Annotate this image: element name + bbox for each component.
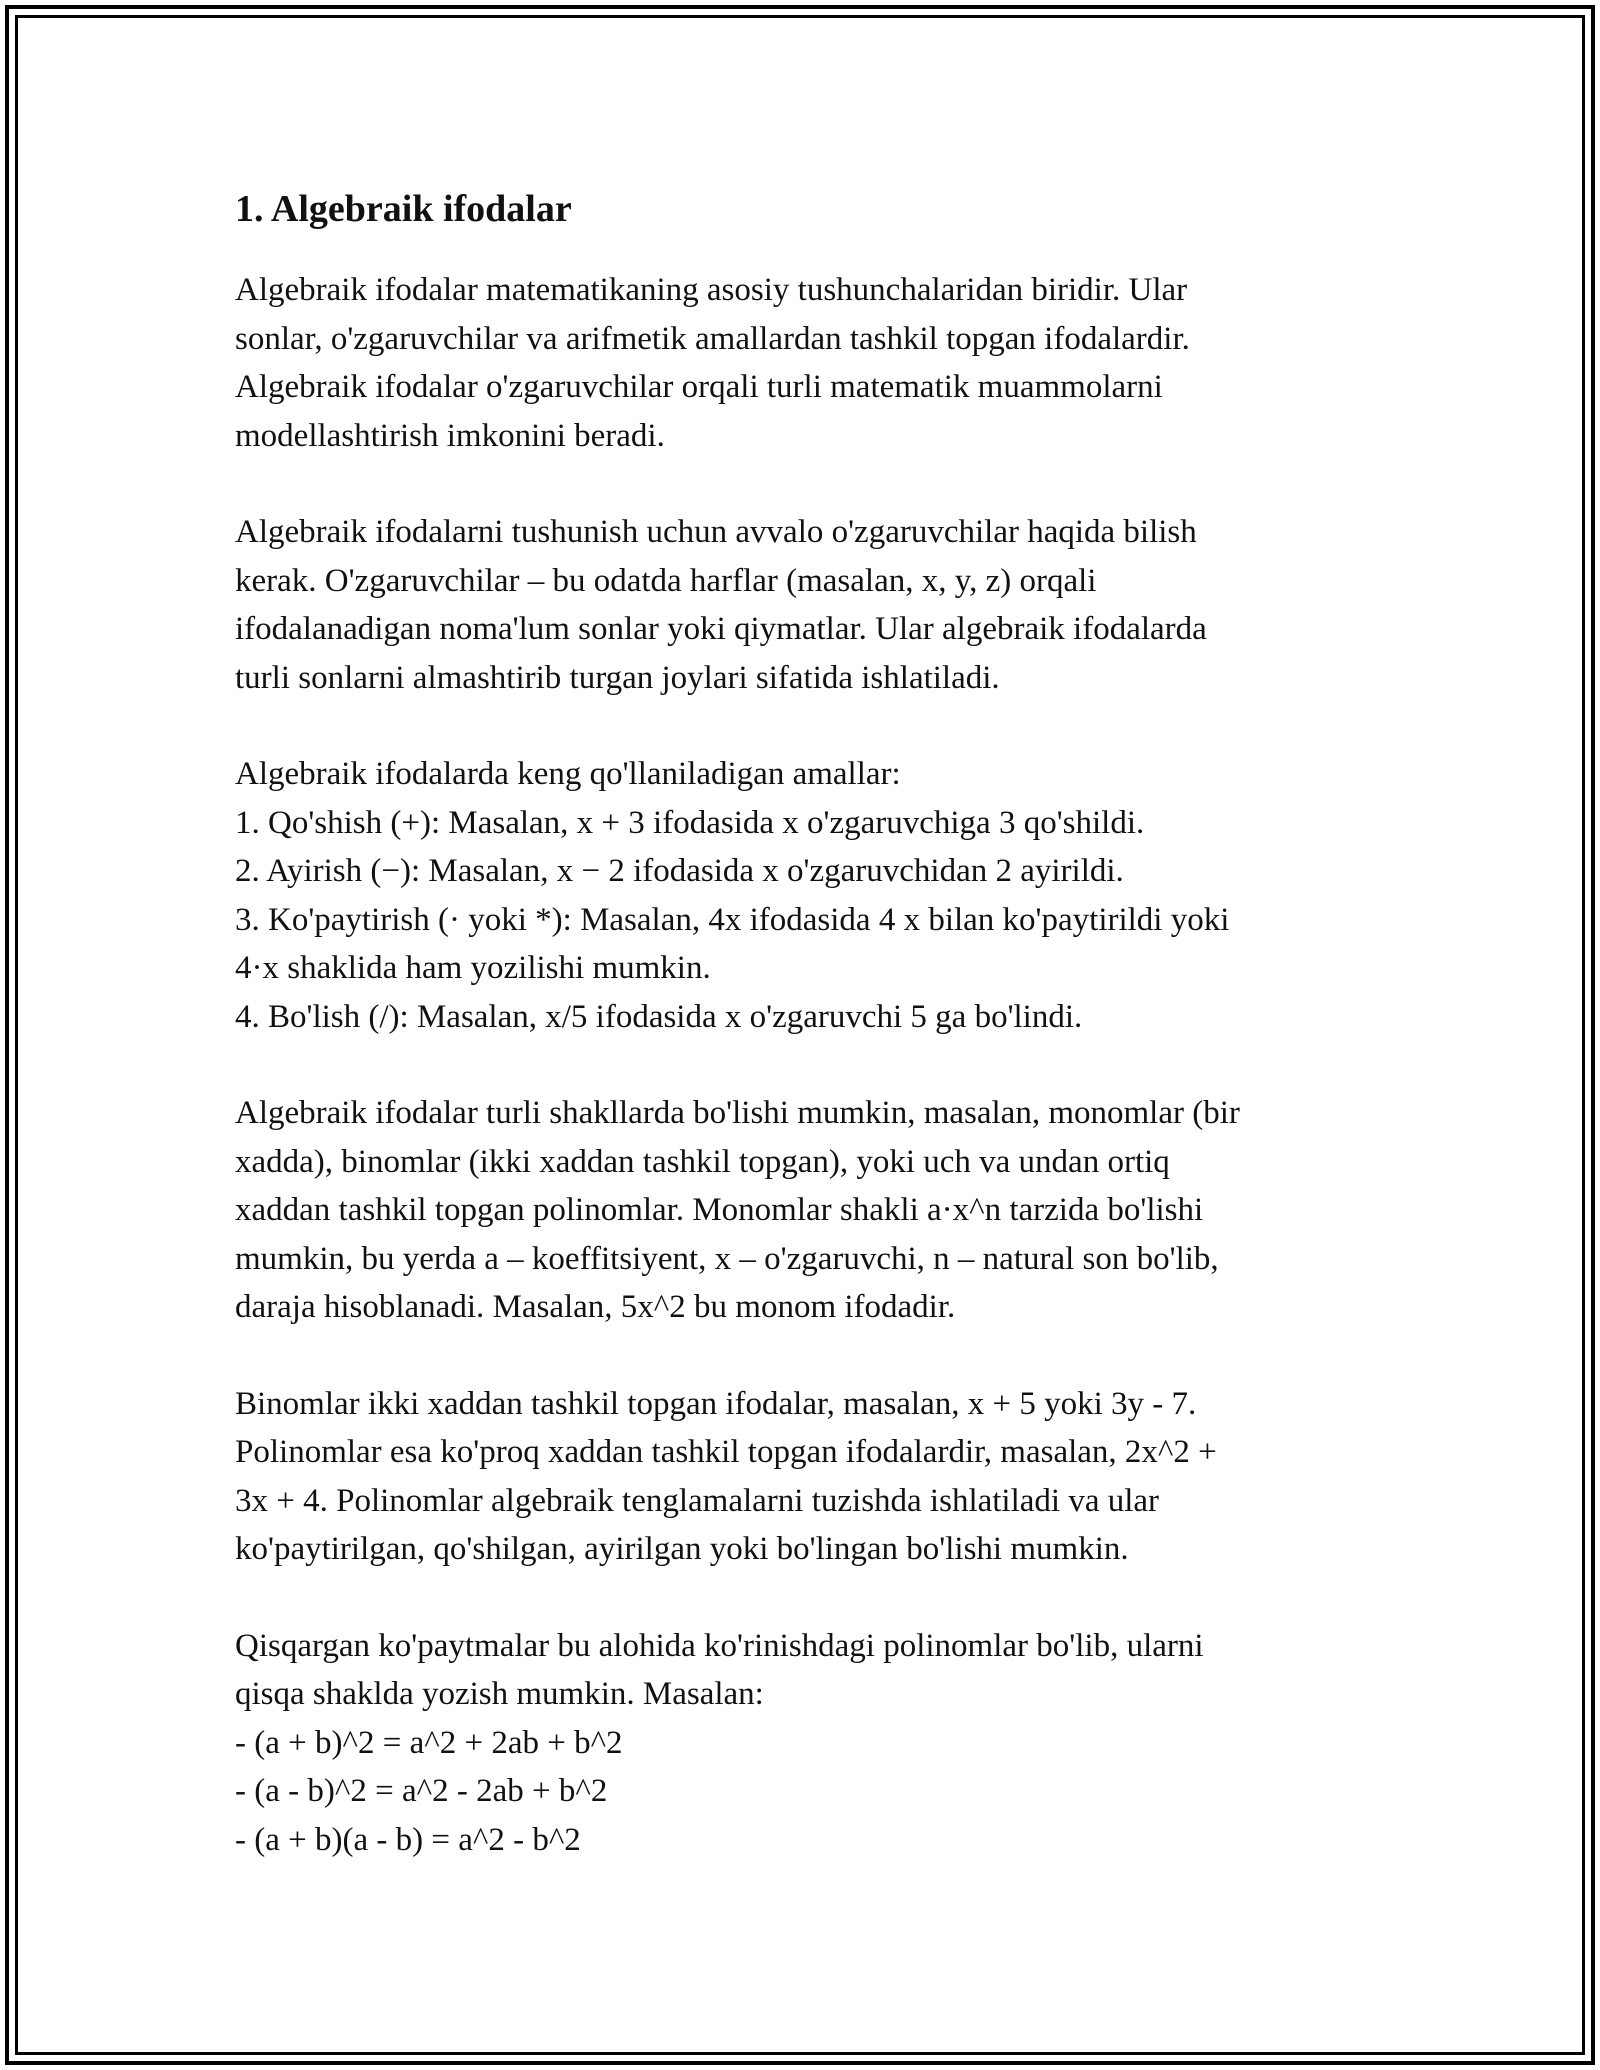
text-line: kerak. O'zgaruvchilar – bu odatda harflar (masalan, x, y, z) orqali <box>235 562 1097 599</box>
text-line: ko'paytirilgan, qo'shilgan, ayirilgan yoki bo'lingan bo'lishi mumkin. <box>235 1531 1129 1568</box>
text-line: ifodalanadigan noma'lum sonlar yoki qiymatlar. Ular algebraik ifodalarda <box>235 611 1207 648</box>
text-line: turli sonlarni almashtirib turgan joylari sifatida ishlatiladi. <box>235 659 1000 696</box>
text-line: xadda), binomlar (ikki xaddan tashkil topgan), yoki uch va undan ortiq <box>235 1143 1170 1180</box>
paragraph-binomials <box>235 1380 1365 1574</box>
text-line: modellashtirish imkonini beradi. <box>235 417 665 454</box>
text-line: Algebraik ifodalar matematikaning asosiy tushunchalaridan biridir. Ular <box>235 272 1188 309</box>
text-line: mumkin, bu yerda a – koeffitsiyent, x – o'zgaruvchi, n – natural son bo'lib, <box>235 1240 1219 1277</box>
text-line: daraja hisoblanadi. Masalan, 5x^2 bu monom ifodadir. <box>235 1289 956 1326</box>
paragraph-operations <box>235 750 1365 1041</box>
list-item: 3. Ko'paytirish (· yoki *): Masalan, 4x ifodasida 4 x bilan ko'paytirildi yoki <box>235 901 1230 938</box>
text-line: Qisqargan ko'paytmalar bu alohida ko'rinishdagi polinomlar bo'lib, ularni <box>235 1627 1204 1664</box>
text-line: Polinomlar esa ko'proq xaddan tashkil topgan ifodalardir, masalan, 2x^2 + <box>235 1434 1217 1471</box>
paragraph-variables <box>235 508 1365 702</box>
document-body <box>235 185 1365 1864</box>
text-line: sonlar, o'zgaruvchilar va arifmetik amallardan tashkil topgan ifodalardir. <box>235 320 1190 357</box>
list-item: 1. Qo'shish (+): Masalan, x + 3 ifodasida x o'zgaruvchiga 3 qo'shildi. <box>235 804 1145 841</box>
text-line: Binomlar ikki xaddan tashkil topgan ifodalar, masalan, x + 5 yoki 3y - 7. <box>235 1385 1197 1422</box>
text-line: Algebraik ifodalar o'zgaruvchilar orqali turli matematik muammolarni <box>235 369 1163 406</box>
formula-line: - (a - b)^2 = a^2 - 2ab + b^2 <box>235 1773 608 1810</box>
text-line: Algebraik ifodalar turli shakllarda bo'lishi mumkin, masalan, monomlar (bir <box>235 1095 1240 1132</box>
paragraph-forms <box>235 1089 1365 1332</box>
text-line: Algebraik ifodalarda keng qo'llaniladigan amallar: <box>235 756 901 793</box>
text-line: qisqa shaklda yozish mumkin. Masalan: <box>235 1676 764 1713</box>
text-line: 3x + 4. Polinomlar algebraik tenglamalarni tuzishda ishlatiladi va ular <box>235 1482 1160 1519</box>
text-line: Algebraik ifodalarni tushunish uchun avvalo o'zgaruvchilar haqida bilish <box>235 514 1197 551</box>
formula-line: - (a + b)(a - b) = a^2 - b^2 <box>235 1821 581 1858</box>
list-item: 4. Bo'lish (/): Masalan, x/5 ifodasida x o'zgaruvchi 5 ga bo'lindi. <box>235 998 1083 1035</box>
paragraph-intro <box>235 266 1365 460</box>
formula-line: - (a + b)^2 = a^2 + 2ab + b^2 <box>235 1724 623 1761</box>
paragraph-identities <box>235 1622 1365 1865</box>
text-line: xaddan tashkil topgan polinomlar. Monomlar shakli a·x^n tarzida bo'lishi <box>235 1192 1204 1229</box>
list-item-continuation: 4·x shaklida ham yozilishi mumkin. <box>235 950 711 987</box>
list-item: 2. Ayirish (−): Masalan, x − 2 ifodasida x o'zgaruvchidan 2 ayirildi. <box>235 853 1124 890</box>
section-heading: 1. Algebraik ifodalar <box>235 188 572 230</box>
